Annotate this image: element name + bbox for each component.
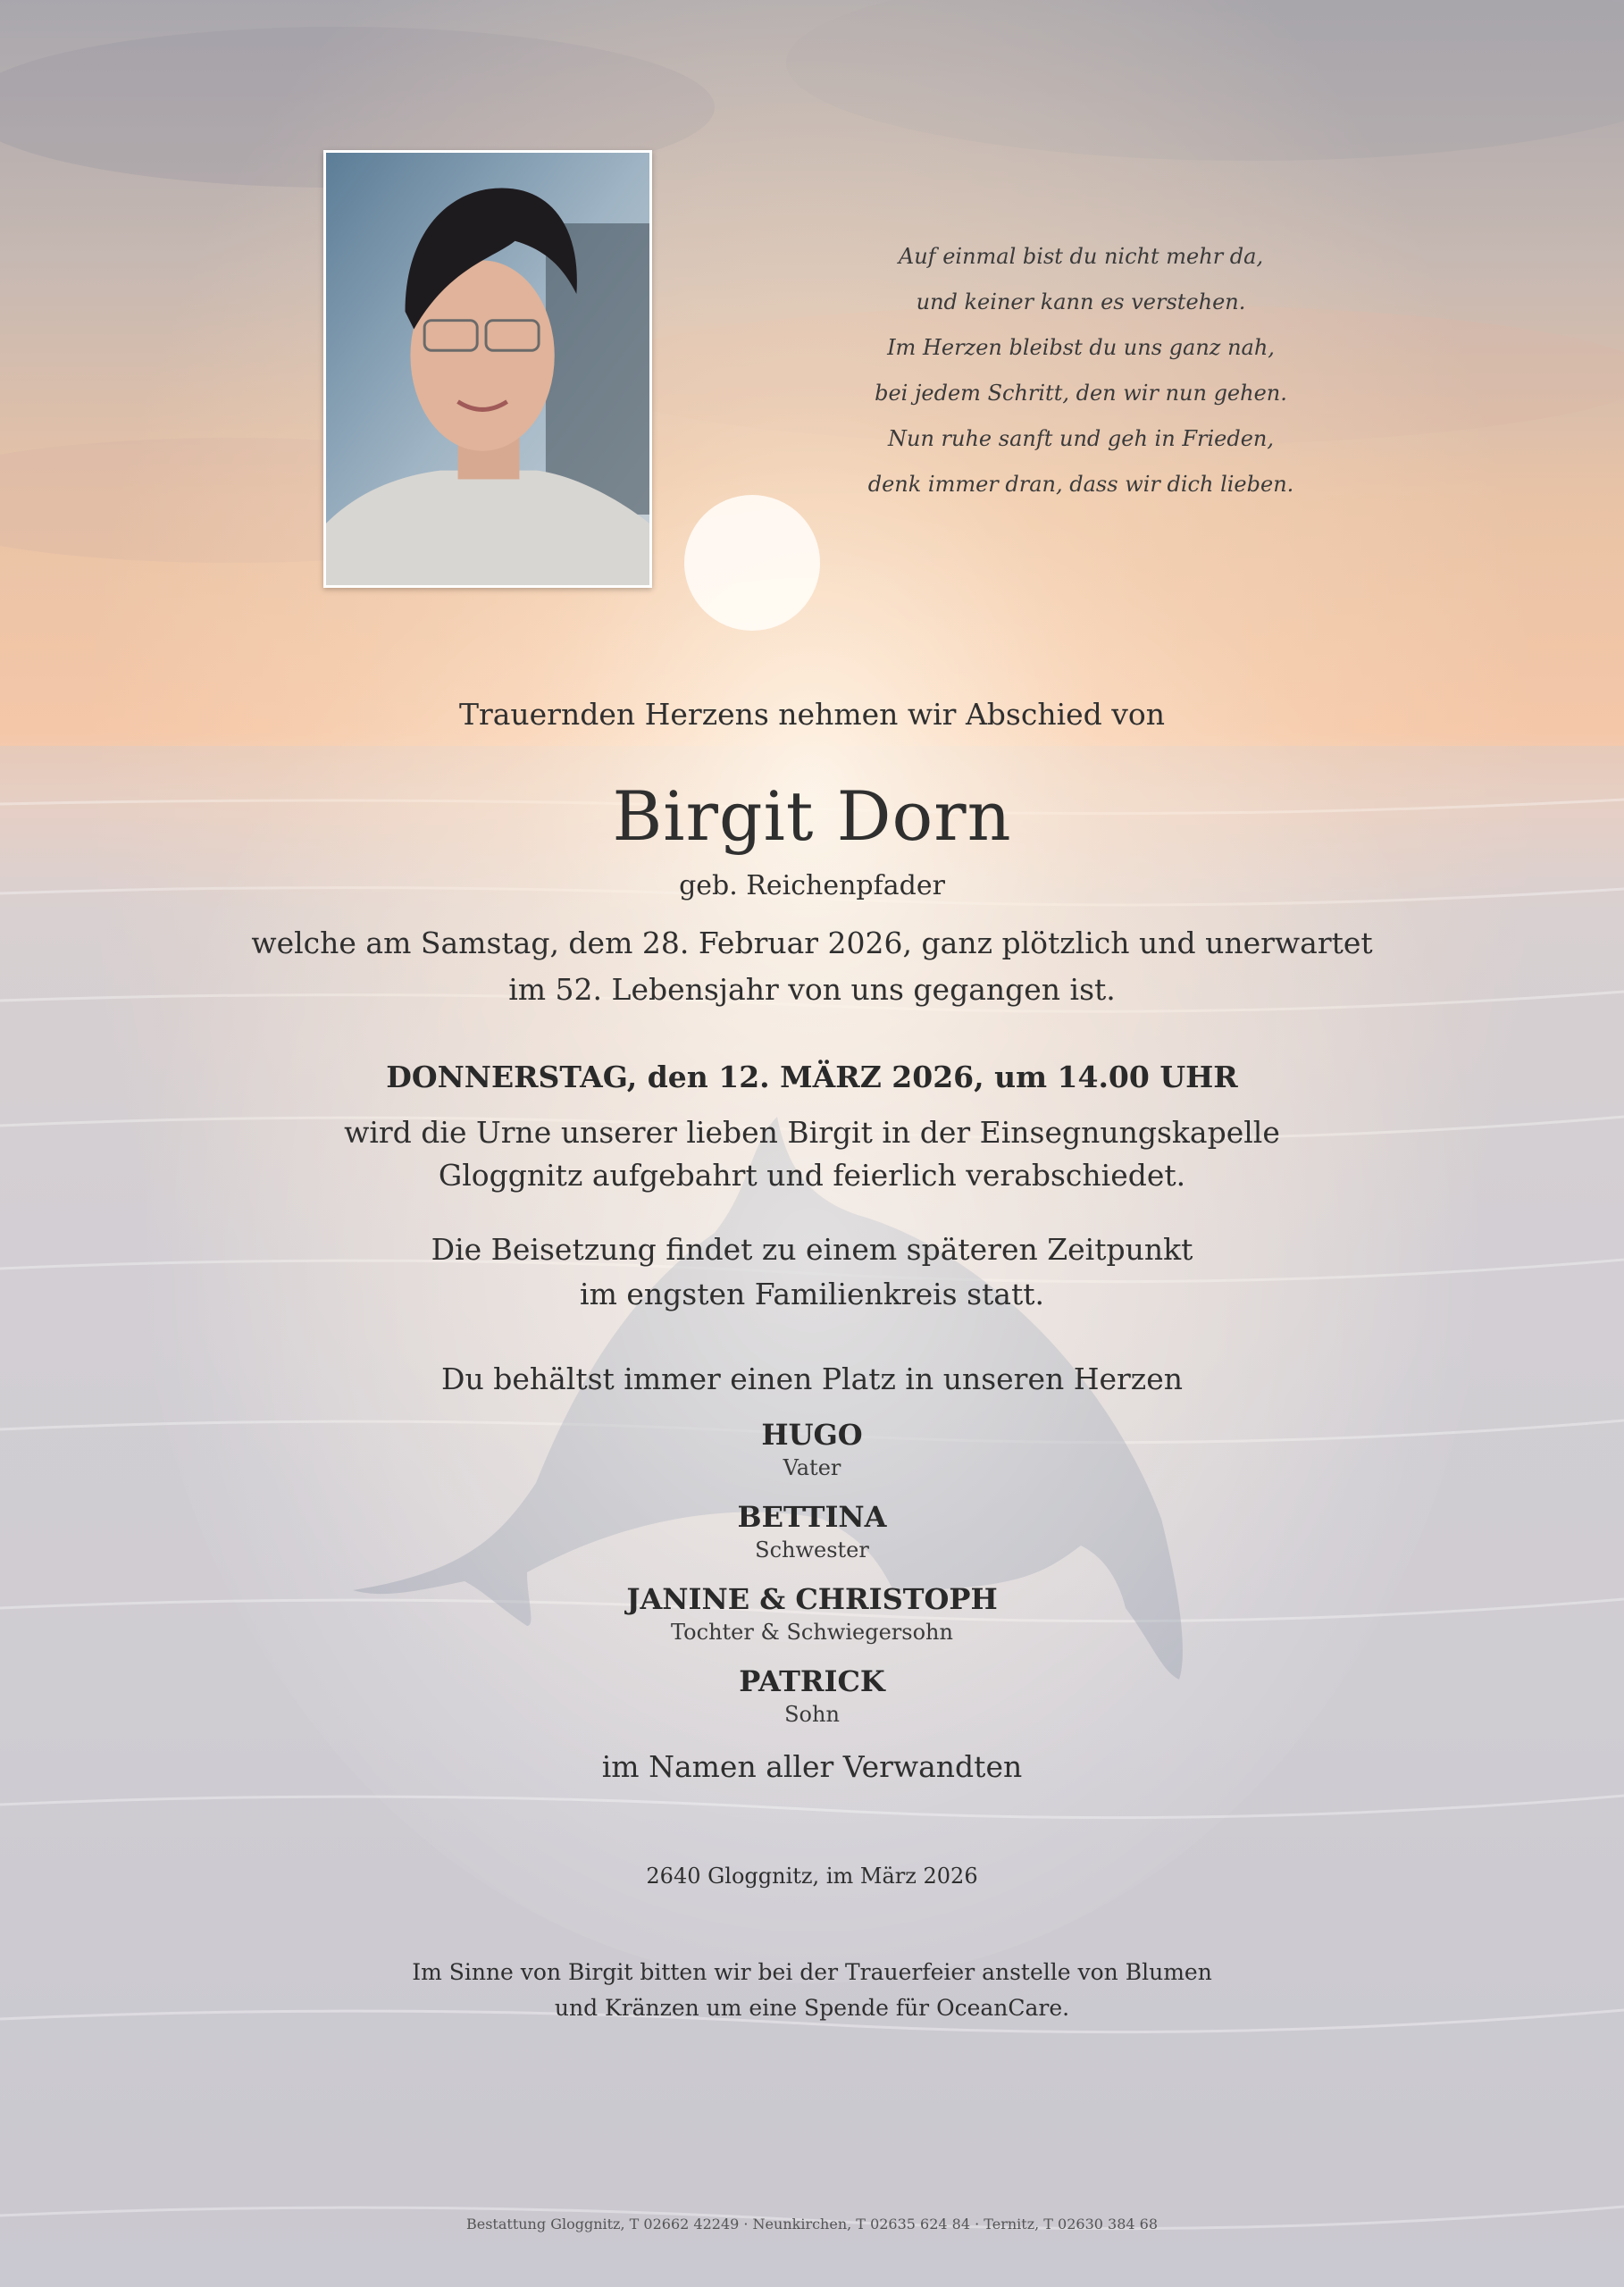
place-and-date: 2640 Gloggnitz, im März 2026 xyxy=(646,1864,978,1889)
mourner-name: PATRICK xyxy=(739,1664,885,1698)
service-line: wird die Urne unserer lieben Birgit in der Einsegnungskapelle xyxy=(344,1115,1280,1150)
maiden-name: geb. Reichenpfader xyxy=(679,870,945,901)
service-description xyxy=(0,1111,1624,1197)
burial-note xyxy=(0,1227,1624,1317)
memorial-poem xyxy=(858,234,1304,507)
poem-line: Auf einmal bist du nicht mehr da, xyxy=(898,244,1264,269)
portrait-photo xyxy=(323,150,652,588)
mourner-entry xyxy=(0,1415,1624,1481)
mourner-entry xyxy=(0,1579,1624,1646)
poem-line: bei jedem Schritt, den wir nun gehen. xyxy=(875,381,1287,406)
closing-sentence: Du behältst immer einen Platz in unseren Herzen xyxy=(441,1361,1183,1396)
mourners-list xyxy=(0,1415,1624,1728)
mourner-name: JANINE & CHRISTOPH xyxy=(626,1582,998,1616)
passing-announcement xyxy=(0,920,1624,1013)
relatives-line: im Namen aller Verwandten xyxy=(601,1749,1023,1784)
poem-line: Nun ruhe sanft und geh in Frieden, xyxy=(888,426,1274,451)
poem-line: Im Herzen bleibst du uns ganz nah, xyxy=(887,335,1275,360)
burial-line: Die Beisetzung findet zu einem späteren Zeitpunkt xyxy=(431,1232,1193,1267)
obituary-text xyxy=(0,688,1624,2026)
donation-request xyxy=(0,1955,1624,2026)
poem-line: und keiner kann es verstehen. xyxy=(916,289,1246,314)
funeral-home-footer: Bestattung Gloggnitz, T 02662 42249 · Neunkirchen, T 02635 624 84 · Ternitz, T 02630 384 68 xyxy=(465,2216,1159,2233)
mourner-relation: Schwester xyxy=(755,1537,869,1562)
passing-line: im 52. Lebensjahr von uns gegangen ist. xyxy=(508,972,1116,1007)
mourner-name: BETTINA xyxy=(737,1500,887,1534)
donation-line: Im Sinne von Birgit bitten wir bei der Trauerfeier anstelle von Blumen xyxy=(412,1959,1212,1985)
portrait-image xyxy=(326,153,649,585)
mourner-entry xyxy=(0,1497,1624,1563)
poem-line: denk immer dran, dass wir dich lieben. xyxy=(867,472,1294,497)
mourner-relation: Tochter & Schwiegersohn xyxy=(671,1620,953,1645)
burial-line: im engsten Familienkreis statt. xyxy=(580,1277,1044,1311)
mourner-entry xyxy=(0,1662,1624,1728)
mourner-relation: Sohn xyxy=(784,1702,840,1727)
service-line: Gloggnitz aufgebahrt und feierlich verabschiedet. xyxy=(438,1158,1186,1193)
donation-line: und Kränzen um eine Spende für OceanCare. xyxy=(554,1995,1070,2021)
intro-text: Trauernden Herzens nehmen wir Abschied von xyxy=(458,697,1166,732)
mourner-name: HUGO xyxy=(761,1418,863,1452)
passing-line: welche am Samstag, dem 28. Februar 2026, ganz plötzlich und unerwartet xyxy=(251,926,1373,960)
deceased-name: Birgit Dorn xyxy=(612,776,1012,856)
mourner-relation: Vater xyxy=(783,1455,841,1480)
service-datetime: DONNERSTAG, den 12. MÄRZ 2026, um 14.00 UHR xyxy=(386,1060,1238,1094)
